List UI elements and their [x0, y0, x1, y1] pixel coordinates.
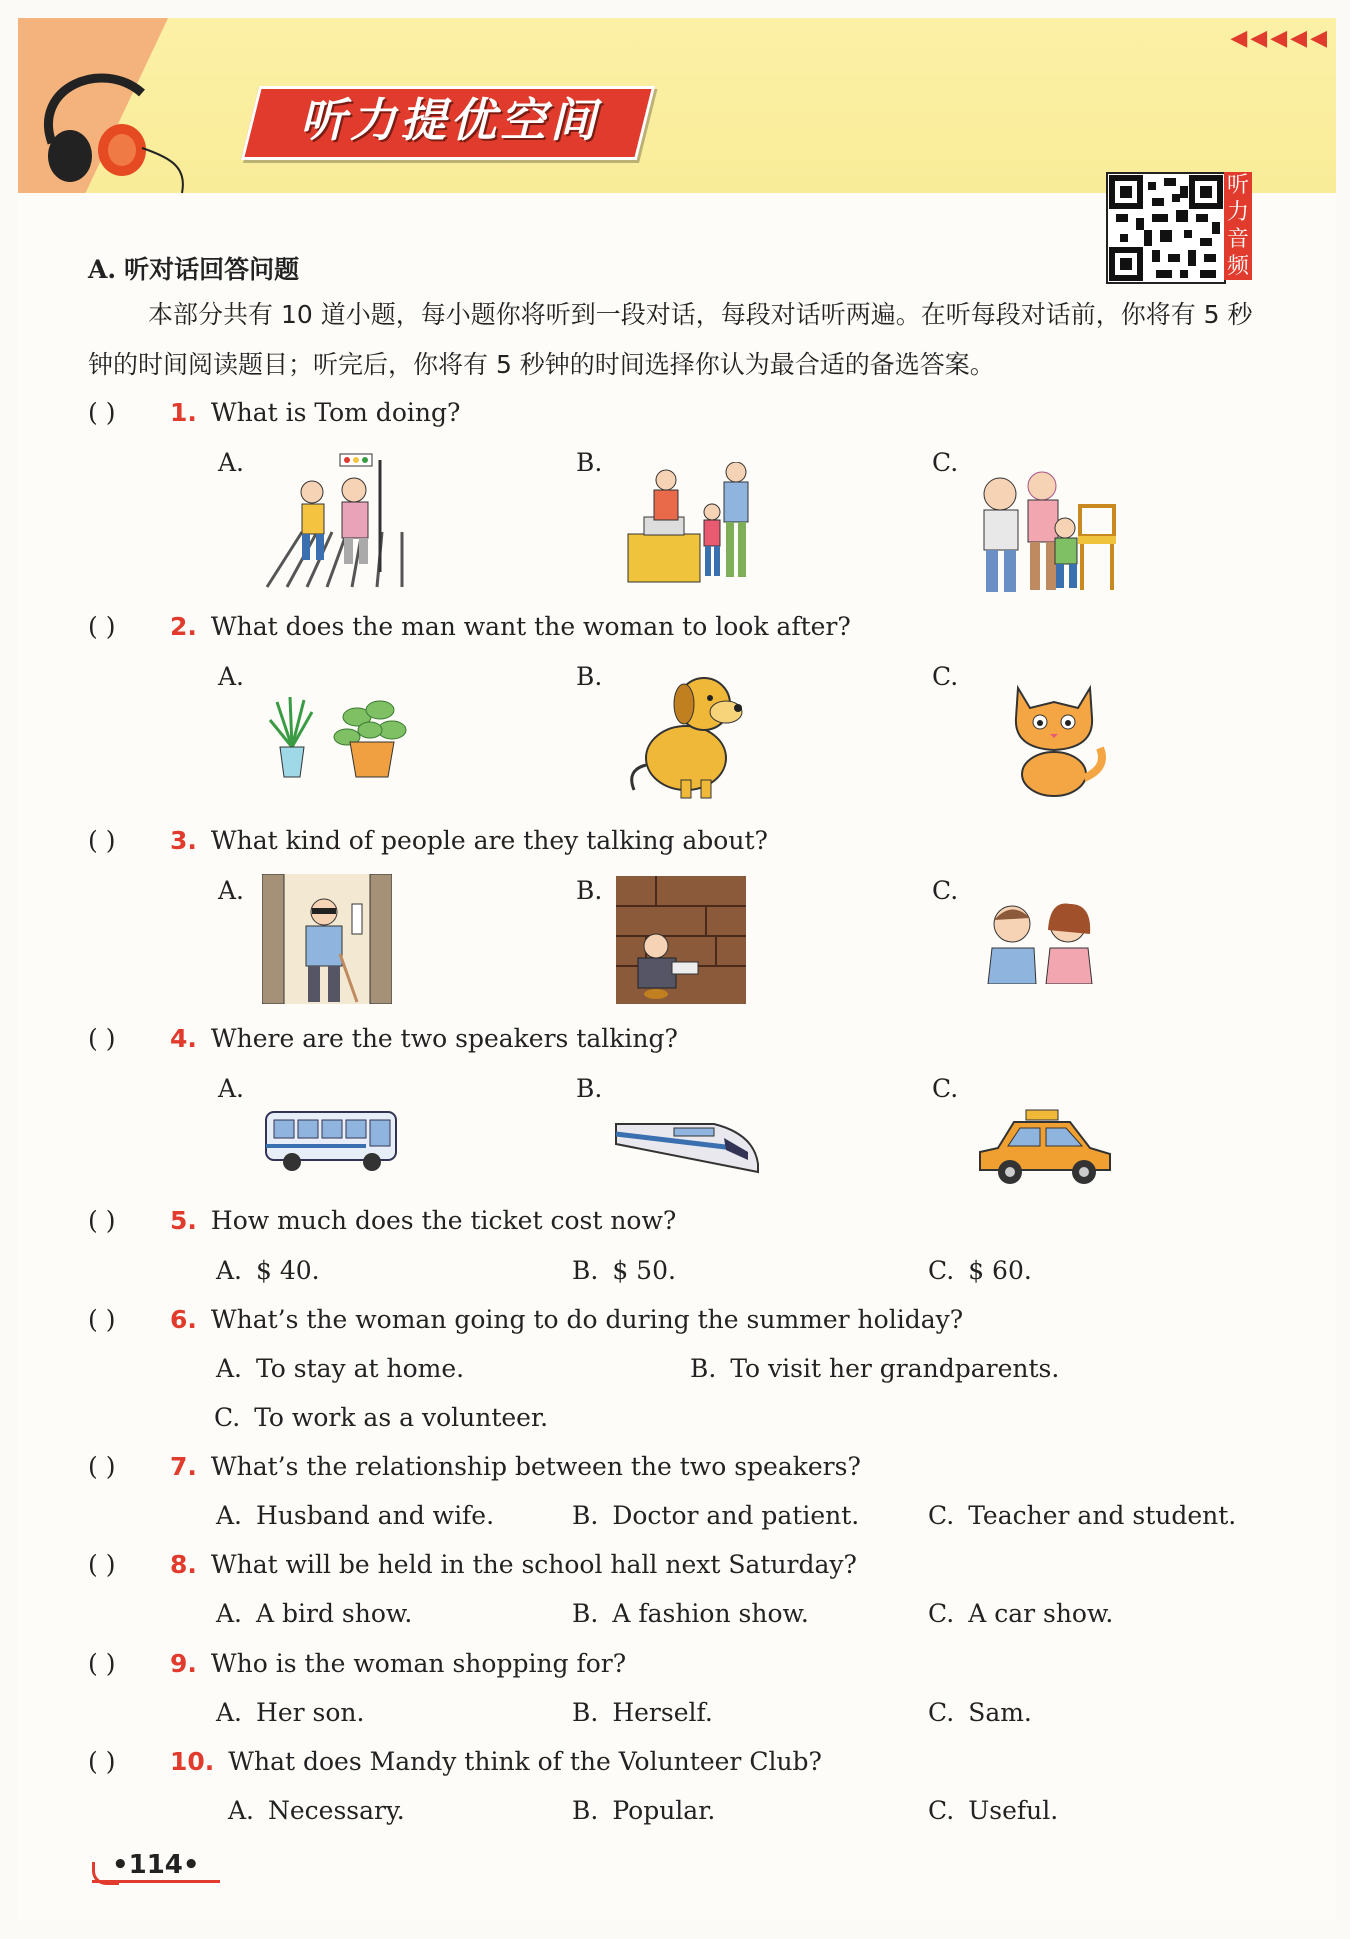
two-people-talking-picture [978, 900, 1102, 984]
option-c: C. Teacher and student. [928, 1501, 1237, 1530]
option-label: B. [576, 876, 603, 905]
option-label: C. [932, 1074, 959, 1103]
option-label: B. [576, 662, 603, 691]
qr-code-icon[interactable] [1106, 172, 1226, 284]
option-b: B. A fashion show. [572, 1599, 809, 1628]
question-9: ( ) 9. Who is the woman shopping for? [88, 1649, 627, 1678]
question-10: ( ) 10. What does Mandy think of the Volunteer Club? [88, 1747, 822, 1776]
answer-blank[interactable]: ( ) [88, 1649, 116, 1678]
page-title: 听力提优空间 [300, 93, 600, 147]
answer-blank[interactable]: ( ) [88, 1206, 116, 1235]
answer-blank[interactable]: ( ) [88, 826, 116, 855]
option-label: C. [932, 448, 959, 477]
bus-picture [262, 1108, 404, 1174]
option-label: B. [576, 448, 603, 477]
section-heading: A. 听对话回答问题 [88, 255, 300, 284]
option-label: A. [218, 662, 245, 691]
crossing-street-picture [262, 452, 412, 592]
option-a: A. Necessary. [228, 1796, 405, 1825]
option-a: A. A bird show. [216, 1599, 413, 1628]
answer-blank[interactable]: ( ) [88, 1550, 116, 1579]
option-b: B. To visit her grandparents. [690, 1354, 1060, 1383]
option-c: C. Useful. [928, 1796, 1059, 1825]
option-label: B. [576, 1074, 603, 1103]
answer-blank[interactable]: ( ) [88, 1747, 116, 1776]
option-b: B. Doctor and patient. [572, 1501, 860, 1530]
homeless-person-picture [616, 876, 746, 1004]
option-b: B. Popular. [572, 1796, 716, 1825]
option-label: A. [218, 448, 245, 477]
blind-man-picture [262, 874, 392, 1004]
question-1: ( ) 1. What is Tom doing? [88, 398, 461, 427]
footer-line [92, 1880, 220, 1883]
option-label: C. [932, 876, 959, 905]
answer-blank[interactable]: ( ) [88, 1024, 116, 1053]
option-label: A. [218, 876, 245, 905]
option-label: C. [932, 662, 959, 691]
headphones-icon [22, 48, 197, 198]
option-label: A. [218, 1074, 245, 1103]
option-a: A. To stay at home. [216, 1354, 465, 1383]
question-4: ( ) 4. Where are the two speakers talking? [88, 1024, 678, 1053]
page-number: •114• [112, 1850, 200, 1880]
question-7: ( ) 7. What’s the relationship between the two speakers? [88, 1452, 861, 1481]
option-a: A. $ 40. [216, 1256, 320, 1285]
dog-picture [626, 670, 752, 800]
option-c: C. Sam. [928, 1698, 1032, 1727]
option-b: B. $ 50. [572, 1256, 676, 1285]
question-3: ( ) 3. What kind of people are they talking about? [88, 826, 768, 855]
taxi-picture [974, 1108, 1116, 1188]
train-picture [614, 1104, 762, 1184]
qr-label: 听 力 音 频 [1224, 172, 1252, 280]
plants-picture [262, 692, 412, 782]
option-c: C. A car show. [928, 1599, 1114, 1628]
answer-blank[interactable]: ( ) [88, 1452, 116, 1481]
shopping-stall-picture [626, 462, 756, 587]
option-c: C. $ 60. [928, 1256, 1032, 1285]
answer-blank[interactable]: ( ) [88, 398, 116, 427]
question-6: ( ) 6. What’s the woman going to do during the summer holiday? [88, 1305, 964, 1334]
option-c: C. To work as a volunteer. [214, 1403, 549, 1432]
question-2: ( ) 2. What does the man want the woman to look after? [88, 612, 851, 641]
grandparents-picture [970, 466, 1120, 596]
answer-blank[interactable]: ( ) [88, 612, 116, 641]
option-b: B. Herself. [572, 1698, 713, 1727]
question-8: ( ) 8. What will be held in the school hall next Saturday? [88, 1550, 857, 1579]
option-a: A. Her son. [216, 1698, 365, 1727]
question-5: ( ) 5. How much does the ticket cost now? [88, 1206, 677, 1235]
answer-blank[interactable]: ( ) [88, 1305, 116, 1334]
arrows-decoration: ◀◀◀◀◀ [1230, 26, 1330, 51]
header-banner [18, 18, 1336, 193]
section-intro: 本部分共有 10 道小题，每小题你将听到一段对话，每段对话听两遍。在听每段对话前，你将有 5 秒钟的时间阅读题目；听完后，你将有 5 秒钟的时间选择你认为最合适的备选答案。 [88, 300, 1253, 379]
cat-picture [1004, 678, 1108, 798]
option-a: A. Husband and wife. [216, 1501, 495, 1530]
